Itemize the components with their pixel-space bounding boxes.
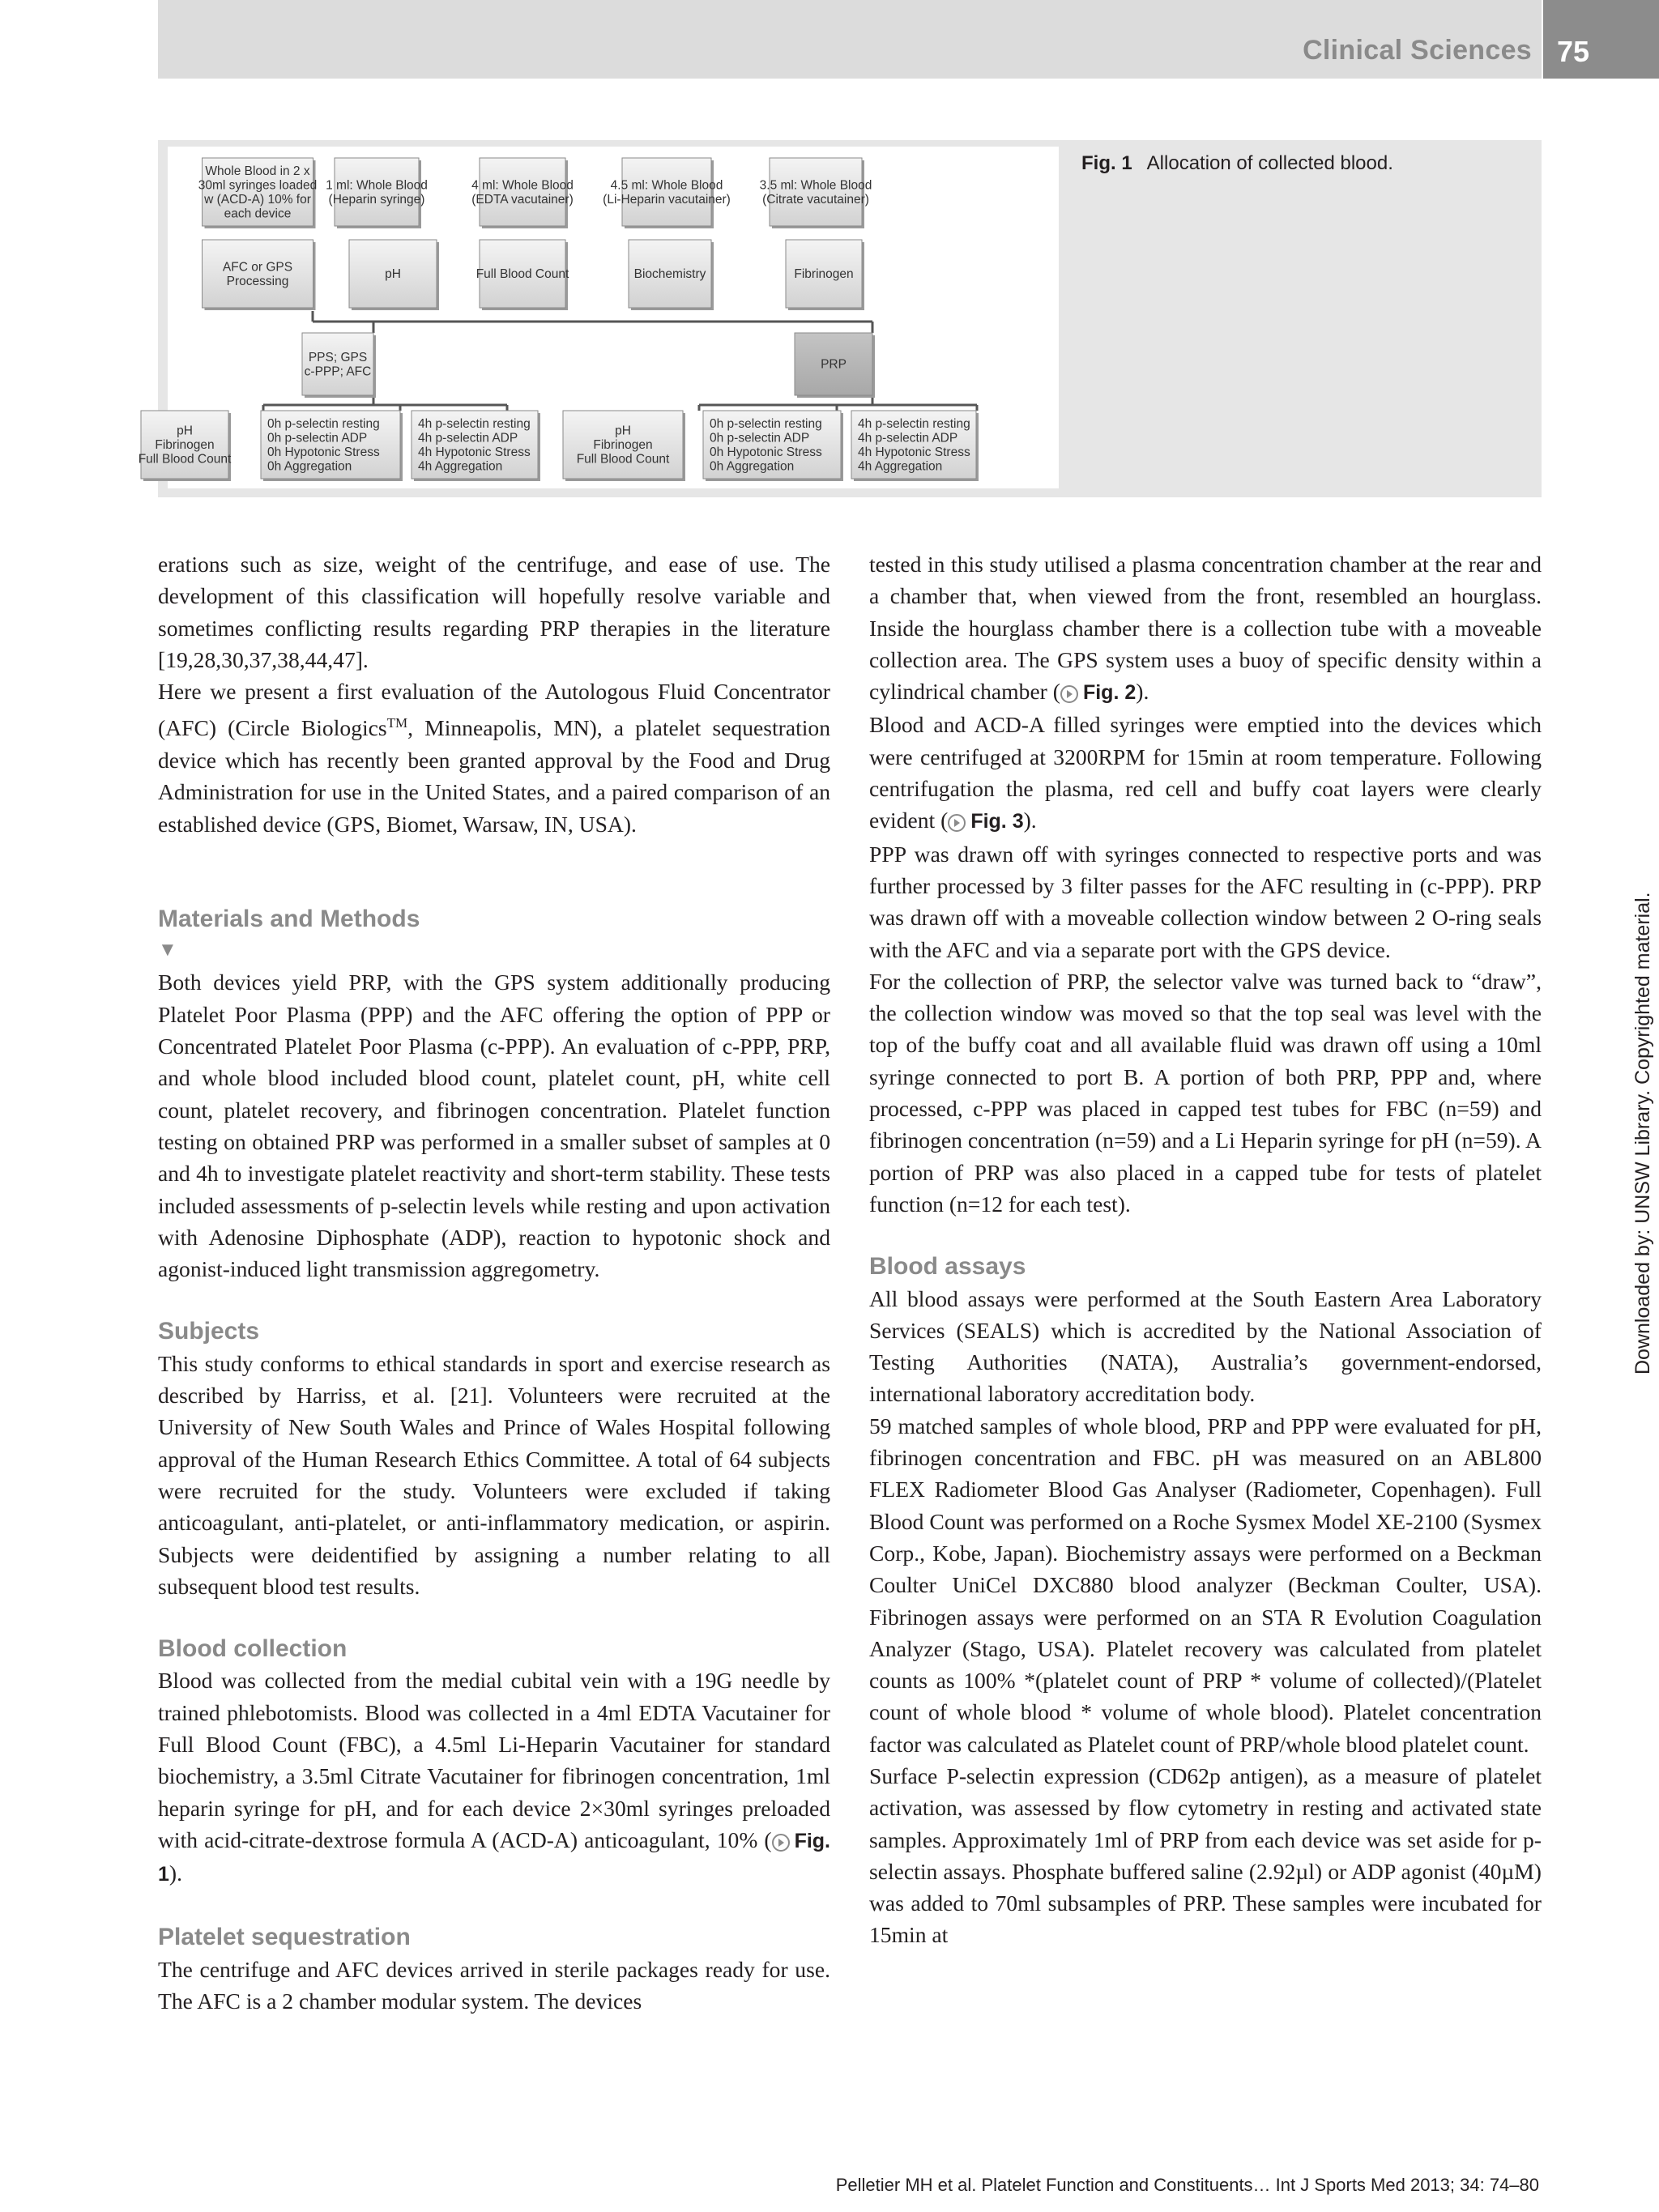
flowchart-node-label: AFC or GPS <box>222 260 293 275</box>
blood-collection-text-a: Blood was collected from the medial cubital vein with a 19G needle by trained phlebotomists. Blood was collected in a 4ml EDTA Vacutainer for Full Blood Count (FBC), a 4.5ml Li-Heparin Vacutainer for standard biochemistry, a 3.5ml Citrate Vacutainer for fibrinogen concentration, 1ml heparin syringe for pH, and for each device 2×30ml syringes preloaded with acid-citrate-dextrose formula A (ACD-A) anticoagulant, 10% ( <box>158 1668 830 1852</box>
flowchart-node-label: Fibrinogen <box>155 438 215 452</box>
flowchart-node-label: 0h p-selectin ADP <box>267 431 368 445</box>
section-gap <box>158 1602 830 1633</box>
flowchart-node <box>349 240 439 310</box>
flowchart-node-label: PPS; GPS <box>308 350 368 364</box>
flowchart-node-label: 3.5 ml: Whole Blood <box>759 178 872 193</box>
intro-paragraph-2-a: Here we present a first evaluation of the Autologous Fluid Concentrator (AFC) (Circle Biologics <box>158 679 830 741</box>
page-number: 75 <box>1557 35 1590 68</box>
flowchart-node-label: Full Blood Count <box>138 452 232 467</box>
section-marker-icon: ▼ <box>158 940 177 961</box>
flowchart-node <box>326 158 428 228</box>
flowchart-node <box>795 333 875 398</box>
flowchart-node-label: pH <box>177 424 193 438</box>
flowchart-node-label: pH <box>615 424 631 438</box>
platelet-sequestration-paragraph: The centrifuge and AFC devices arrived in sterile packages ready for use. The AFC is a 2 chamber modular system. The devices <box>158 1956 830 2014</box>
figure-ref-arrow-icon <box>1060 685 1078 703</box>
flowchart-node <box>261 411 403 481</box>
figure-ref-arrow-icon <box>772 1834 790 1852</box>
figure-caption <box>1081 152 1393 175</box>
flowchart-node-label: 4h p-selectin ADP <box>858 431 958 445</box>
flowchart-node-label: (Heparin syringe) <box>328 192 425 207</box>
flowchart-node-label: PRP <box>821 357 847 372</box>
section-gap <box>158 1285 830 1315</box>
footer-citation: Pelletier MH et al. Platelet Function and Constituents… Int J Sports Med 2013; 34: 74–80 <box>835 2175 1539 2195</box>
blood-collection-paragraph <box>158 1664 830 1890</box>
section-title: Clinical Sciences <box>1303 35 1532 66</box>
flowchart-node-label: (EDTA vacutainer) <box>471 192 574 207</box>
device-description-text-b: ). <box>1136 679 1149 705</box>
flowchart-node-label: 0h Aggregation <box>710 459 795 474</box>
seals-paragraph: All blood assays were performed at the South Eastern Area Laboratory Services (SEALS) which is accredited by the National Association of Testing Authorities (NATA), Australia’s government-endorsed, international laboratory accreditation body. <box>869 1285 1542 1407</box>
flowchart-node-label: 0h p-selectin resting <box>267 416 380 431</box>
flowchart-node-label: (Li-Heparin vacutainer) <box>603 192 731 207</box>
figure-1-reference[interactable]: Fig. 1 <box>158 1829 830 1886</box>
figure-3-reference[interactable]: Fig. 3 <box>970 810 1024 833</box>
flowchart-node <box>139 411 232 481</box>
matched-samples-paragraph: 59 matched samples of whole blood, PRP and PPP were evaluated for pH, fibrinogen concentration and FBC. pH was measured on an ABL800 FLEX Radiometer Blood Gas Analyser (Radiometer, Copenhagen). Full Blood Count was performed on a Roche Sysmex Model XE-2100 (Sysmex Corp., Kobe, Japan). Biochemistry assays were performed on a Beckman Coulter UniCel DXC880 blood analyzer (Beckman Coulter, USA). Fibrinogen assays were performed on an STA R Evolution Coagulation Analyzer (Stago, USA). Platelet recovery was calculated from platelet counts as 100% *(platelet count of PRP * volume of collected)/(Platelet count of whole blood * volume of whole blood). Platelet concentration factor was calculated as Platelet count of PRP/whole blood platelet count. <box>869 1413 1542 1757</box>
flowchart-node-label: 4 ml: Whole Blood <box>471 178 574 193</box>
flowchart-node-label: Biochemistry <box>633 267 706 281</box>
centrifuge-text-b: ). <box>1023 808 1037 833</box>
flowchart-node <box>302 333 376 398</box>
blood-collection-heading: Blood collection <box>158 1635 348 1663</box>
flowchart-node-label: pH <box>385 267 401 281</box>
subjects-paragraph: This study conforms to ethical standards in sport and exercise research as described by Harriss, et al. [21]. Volunteers were recruited at the University of New South Wales and Prince of Wales Hospital following approval of the Human Research Ethics Committee. A total of 64 subjects were recruited for the study. Volunteers were excluded if taking anticoagulant, anti-platelet, or anti-inflammatory medication, or aspirin. Subjects were deidentified by assigning a number relating to all subsequent blood test results. <box>158 1350 830 1599</box>
subjects-heading: Subjects <box>158 1318 260 1345</box>
flowchart-node-label: 0h Hypotonic Stress <box>267 445 380 459</box>
flowchart-node-label: Fibrinogen <box>593 438 653 452</box>
platelet-sequestration-heading: Platelet sequestration <box>158 1924 411 1951</box>
flowchart-node-label: each device <box>224 207 292 221</box>
intro-paragraph-2 <box>158 676 830 840</box>
flowchart-node-label: Full Blood Count <box>576 452 670 467</box>
device-description-text-a: tested in this study utilised a plasma concentration chamber at the rear and a chamber that, when viewed from the front, resembled an hourglass. Inside the hourglass chamber there is a collection tube with a moveable collection area. The GPS system uses a buoy of specific density within a cylindrical chamber ( <box>869 552 1542 705</box>
flowchart-node <box>851 411 979 481</box>
flowchart-node-label: 4h Hypotonic Stress <box>858 445 970 459</box>
flowchart-node-label: c-PPP; AFC <box>304 364 372 379</box>
flowchart-node-label: 1 ml: Whole Blood <box>326 178 428 193</box>
flowchart-node-label: Fibrinogen <box>794 267 854 281</box>
flowchart-node <box>412 411 540 481</box>
flowchart-node-label: 0h p-selectin ADP <box>710 431 810 445</box>
flowchart-node-label: w (ACD-A) 10% for <box>204 192 311 207</box>
flowchart-node-label: 4h Aggregation <box>858 459 943 474</box>
flowchart-node-label: 4h p-selectin ADP <box>418 431 518 445</box>
centrifuge-paragraph <box>869 709 1542 837</box>
prp-collection-paragraph: For the collection of PRP, the selector valve was turned back to “draw”, the collection window was moved so that the top seal was level with the top of the buffy coat and all available fluid was drawn off using a 10ml syringe connected to port B. A portion of both PRP, PPP and, where processed, c-PPP was placed in capped test tubes for FBC (n=59) and fibrinogen concentration (n=59) and a Li Heparin syringe for pH (n=59). A portion of PRP was also placed in a capped tube for tests of platelet function (n=12 for each test). <box>869 968 1542 1217</box>
flowchart-node-label: 4h Aggregation <box>418 459 503 474</box>
p-selectin-paragraph: Surface P-selectin expression (CD62p antigen), as a measure of platelet activation, was assessed by flow cytometry in resting and activated state samples. Approximately 1ml of PRP from each device was set aside for p-selectin assays. Phosphate buffered saline (2.92µl) or ADP agonist (40µM) was added to 70ml subsamples of PRP. These samples were incubated for 15min at <box>869 1762 1542 1948</box>
flowchart-node-label: Whole Blood in 2 x <box>205 164 310 178</box>
flowchart-node-label: Full Blood Count <box>476 267 569 281</box>
flowchart-node-label: 4h p-selectin resting <box>418 416 531 431</box>
trademark-superscript: TM <box>386 715 408 731</box>
flowchart-node <box>203 240 316 310</box>
figure-2-reference[interactable]: Fig. 2 <box>1082 681 1137 705</box>
figure-ref-arrow-icon <box>948 814 966 832</box>
intro-paragraph-1: erations such as size, weight of the centrifuge, and ease of use. The development of this classification will hopefully resolve variable and sometimes conflicting results regarding PRP therapies in the literature [19,28,30,37,38,44,47]. <box>158 552 830 672</box>
ppp-paragraph: PPP was drawn off with syringes connected to respective ports and was further processed by 3 filter passes for the AFC resulting in (c-PPP). PRP was drawn off with a moveable collection window between 2 O-ring seals with the AFC and via a separate port with the GPS device. <box>869 841 1542 962</box>
figure-label: Fig. 1 <box>1081 152 1132 174</box>
device-description-paragraph <box>869 548 1542 709</box>
flowchart-node <box>603 158 731 228</box>
flowchart-node <box>563 411 685 481</box>
flowchart-node-label: (Citrate vacutainer) <box>762 192 869 207</box>
flowchart-node-label: 0h p-selectin resting <box>710 416 822 431</box>
figure-caption-text: Allocation of collected blood. <box>1146 152 1393 174</box>
flowchart-node <box>703 411 843 481</box>
flowchart-node-label: 0h Hypotonic Stress <box>710 445 822 459</box>
flowchart-node <box>760 158 872 228</box>
section-gap <box>869 1220 1542 1251</box>
blood-assays-heading: Blood assays <box>869 1253 1026 1281</box>
centrifuge-text-a: Blood and ACD-A filled syringes were emptied into the devices which were centrifuged at 3200RPM for 15min at room temperature. Following centrifugation the plasma, red cell and buffy coat layers were clearly evident ( <box>869 712 1542 833</box>
flowchart-node-label: 0h Aggregation <box>267 459 352 474</box>
flowchart-node <box>198 158 317 228</box>
allocation-flowchart <box>138 147 1059 488</box>
flowchart-node-label: 4h p-selectin resting <box>858 416 970 431</box>
materials-paragraph: Both devices yield PRP, with the GPS system additionally producing Platelet Poor Plasma (PPP) and the AFC offering the option of PPP or Concentrated Platelet Poor Plasma (c-PPP). An evaluation of c-PPP, PRP, and whole blood included blood count, platelet count, pH, white cell count, platelet recovery, and fibrinogen concentration. Platelet function testing on obtained PRP was performed in a smaller subset of samples at 0 and 4h to investigate platelet reactivity and short-term stability. These tests included assessments of p-selectin levels while resting and upon activation with Adenosine Diphosphate (ADP), reaction to hypotonic shock and agonist-induced light transmission aggregometry. <box>158 970 830 1282</box>
left-column <box>158 548 830 2017</box>
blood-collection-text-b: ). <box>168 1860 182 1886</box>
section-gap <box>158 1890 830 1921</box>
flowchart-node-label: Processing <box>226 274 289 288</box>
flowchart-node-label: 4h Hypotonic Stress <box>418 445 531 459</box>
flowchart-node <box>786 240 864 310</box>
right-column <box>869 548 1542 1951</box>
flowchart-node <box>471 158 574 228</box>
flowchart-node-label: 4.5 ml: Whole Blood <box>610 178 723 193</box>
flowchart-node-label: 30ml syringes loaded <box>198 178 318 193</box>
flowchart-node <box>629 240 714 310</box>
materials-heading: Materials and Methods <box>158 905 420 932</box>
flowchart-node <box>476 240 569 310</box>
intro-paragraph-2-b: , Minneapolis, MN), a platelet sequestration device which has recently been granted approval by the Food and Drug Administration for use in the United States, and a paired comparison of an established device (GPS, Biomet, Warsaw, IN, USA). <box>158 715 831 837</box>
download-watermark: Downloaded by: UNSW Library. Copyrighted material. <box>1631 892 1654 1375</box>
section-gap <box>158 840 830 903</box>
